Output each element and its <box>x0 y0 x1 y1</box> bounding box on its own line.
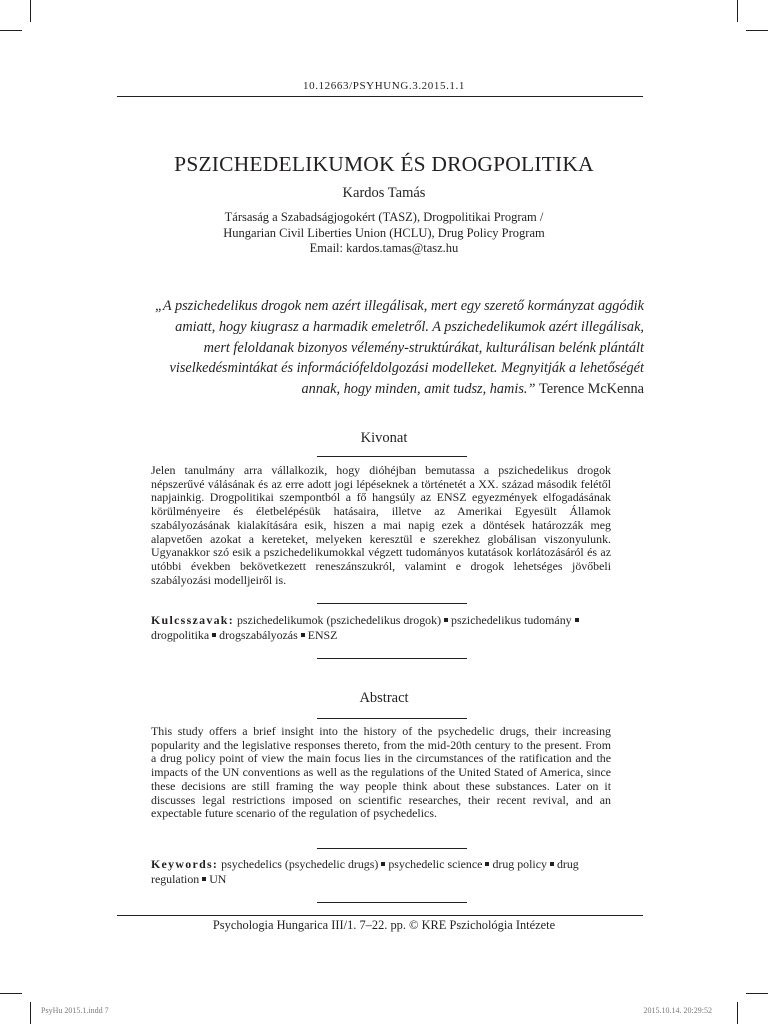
keyword: UN <box>209 871 227 886</box>
crop-mark-top-right-horizontal <box>746 30 768 31</box>
keyword: psychedelics (psychedelic drugs) <box>221 857 379 871</box>
footer-rule <box>117 915 643 916</box>
affiliation <box>0 210 768 257</box>
kivonat-heading-rule <box>317 456 467 457</box>
crop-mark-top-left-horizontal <box>0 30 22 31</box>
kivonat-paragraph: Jelen tanulmány arra vállalkozik, hogy dióhéjban bemutassa a pszichedelikus drogok népszerűvé válásának és az erre adott jogi lépéseknek a történetét a XX. század második felétől napjainkig. Drogpolitikai szempontból a fő hangsúly az ENSZ egyezmények elfogadásának körülményeire és életbelépésük hatásaira, illetve az Amerikai Egyesült Államok szabályozásának kialakítására esik, hiszen a mai napig ezek a döntések határozzák meg alapvetően azokat a kereteket, melyeken keresztül e szerekhez globálisan viszonyulunk. Ugyanakkor szó esik a pszichedelikumokkal végzett tudományos kutatások korlátozásáról és az utóbbi években bekövetkezett reneszánszukról, valamint e drogok lehetséges jövőbeli szabályozási modelljeiről is. <box>151 463 611 587</box>
keyword: drug regulation <box>151 857 579 886</box>
keyword: drogszabályozás <box>219 627 298 642</box>
kivonat-keywords <box>151 613 611 642</box>
bullet-square-icon <box>301 633 305 637</box>
bullet-square-icon <box>575 618 579 622</box>
crop-mark-bottom-right-horizontal <box>746 993 768 994</box>
kivonat-keywords-rule <box>317 658 467 659</box>
email-line: Email: kardos.tamas@tasz.hu <box>309 241 459 255</box>
epigraph <box>150 296 644 400</box>
crop-mark-top-right <box>737 0 738 22</box>
abstract-text <box>151 725 611 821</box>
keyword: ENSZ <box>307 627 338 642</box>
keyword: psychedelic science <box>388 857 483 871</box>
article-title: PSZICHEDELIKUMOK ÉS DROGPOLITIKA <box>174 152 594 176</box>
keywords-label: Keywords: <box>151 857 219 871</box>
kivonat-heading: Kivonat <box>360 430 408 446</box>
epigraph-text: „A pszichedelikus drogok nem azért illegálisak, mert egy szerető kormányzat aggódik amiatt, hogy kiugrasz a harmadik emeletről. A pszichedelikumok azért illegálisak, mert feloldanak bizonyos vélemény-struktúrákat, kulturálisan belénk plántált viselkedésmintákat és információfeldolgozási modelleket. Megnyitják a lehetőségét annak, hogy minden, amit tudsz, hamis.” <box>154 298 644 398</box>
keyword: pszichedelikumok (pszichedelikus drogok) <box>236 613 442 627</box>
abstract-keywords <box>151 857 611 886</box>
keyword: drug policy <box>492 857 547 871</box>
keyword: drogpolitika <box>151 627 210 642</box>
journal-citation: Psychologia Hungarica III/1. 7–22. pp. © KRE Pszichológia Intézete <box>212 918 556 932</box>
abstract-keywords-rule <box>317 902 467 903</box>
print-slug-file: PsyHu 2015.1.indd 7 <box>41 1006 109 1015</box>
kivonat-text-rule <box>317 603 467 604</box>
header-rule <box>117 96 643 97</box>
doi-header: 10.12663/PSYHUNG.3.2015.1.1 <box>303 80 465 92</box>
crop-mark-bottom-left-horizontal <box>0 993 22 994</box>
affiliation-line: Hungarian Civil Liberties Union (HCLU), Drug Policy Program <box>223 225 545 240</box>
abstract-paragraph: This study offers a brief insight into the history of the psychedelic drugs, their increasing popularity and the legislative responses thereto, from the mid-20th century to the present. From a drug policy point of view the main focus lies in the circumstances of the ratification and the impacts of the UN conventions as well as the regulations of the United Stated of America, since these decisions are still framing the way people think about these substances. Later on it discusses legal restrictions imposed on scientific researches, their recent revival, and an expectable future scenario of the regulation of psychedelics. <box>151 724 611 821</box>
abstract-heading-rule <box>317 718 467 719</box>
crop-mark-bottom-right <box>737 1002 738 1024</box>
crop-mark-top-left <box>30 0 31 22</box>
bullet-square-icon <box>202 877 206 881</box>
keyword: pszichedelikus tudomány <box>451 613 572 627</box>
epigraph-source: Terence McKenna <box>539 381 644 398</box>
affiliation-line: Társaság a Szabadságjogokért (TASZ), Drogpolitikai Program / <box>224 210 544 224</box>
bullet-square-icon <box>381 862 385 866</box>
bullet-square-icon <box>550 862 554 866</box>
abstract-text-rule <box>317 848 467 849</box>
print-slug-date: 2015.10.14. 20:29:52 <box>643 1006 712 1015</box>
bullet-square-icon <box>485 862 489 866</box>
author-name: Kardos Tamás <box>342 185 426 201</box>
bullet-square-icon <box>212 633 216 637</box>
kivonat-text <box>151 464 611 587</box>
abstract-heading: Abstract <box>359 690 409 706</box>
crop-mark-bottom-left <box>30 1002 31 1024</box>
bullet-square-icon <box>444 618 448 622</box>
keywords-label: Kulcsszavak: <box>151 613 234 627</box>
